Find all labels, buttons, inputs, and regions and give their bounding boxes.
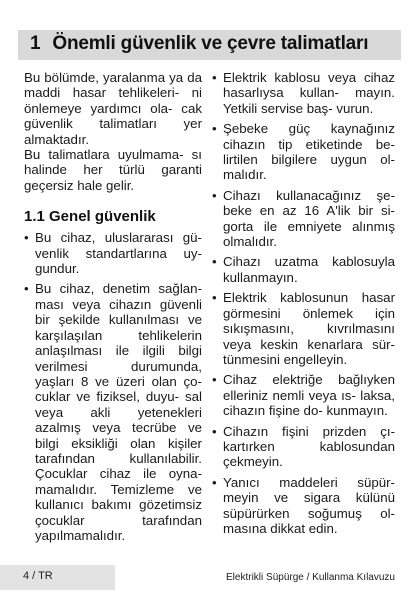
- page-number: 4 / TR: [23, 570, 53, 582]
- list-item-text: Bu cihaz, uluslararası gü- venlik standartlarına uy- gundur.: [35, 230, 202, 277]
- bullet-icon: •: [212, 187, 217, 203]
- list-item: [212, 424, 395, 470]
- section-title: 1.1 Genel güvenlik: [24, 208, 156, 226]
- list-item-text: Bu cihaz, denetim sağlan- ması veya cihazın güvenli bir şekilde kullanılması ve karşılaşılan tehlikelerin anlaşılması ile ilgili bilgi verilmesi durumunda, yaşları 8 ve üzeri olan ço- cuklar ve fiziksel, duyu- sal veya akli yetenekleri azalmış veya tecrübe ve bilgi eksikliği olan kişiler tarafından kullanılabilir. Çocuklar cihaz ile oyna- mamalıdır. Temizleme ve kullanıcı bakımı gözetimsiz çocuklar tarafından yapılmamalıdır.: [35, 281, 202, 543]
- list-item-text: Cihazın fişini prizden çı- kartırken kablosundan çekmeyin.: [223, 423, 395, 470]
- list-item-text: Şebeke güç kaynağınız cihazın tip etiketinde be- lirtilen bilgilere uygun ol- malıdır.: [223, 121, 395, 183]
- list-item-text: Cihazı uzatma kablosuyla kullanmayın.: [223, 254, 395, 285]
- list-item: [212, 188, 395, 250]
- list-item-text: Cihazı kullanacağınız şe- beke en az 16 A'lik bir si- gorta ile emniyete alınmış olmalıdır.: [223, 187, 395, 250]
- list-item: [212, 70, 395, 116]
- list-item-text: Elektrik kablosu veya cihaz hasarlıysa kullan- mayın. Yetkili servise baş- vurun.: [223, 70, 395, 116]
- bullet-icon: •: [212, 423, 217, 439]
- bullet-icon: •: [212, 70, 217, 85]
- right-bullet-list: [212, 70, 395, 536]
- chapter-title: Önemli güvenlik ve çevre talimatları: [52, 33, 369, 54]
- left-column: [24, 70, 202, 548]
- chapter-number: 1: [30, 33, 41, 54]
- left-bullet-list: [24, 230, 202, 543]
- list-item-text: Cihaz elektriğe bağlıyken elleriniz nemli veya ıs- laksa, cihazın fişine do- kunmayın.: [223, 372, 395, 419]
- intro-paragraph: Bu talimatlara uyulmama- sı halinde her türlü garanti geçersiz hale gelir.: [24, 147, 202, 193]
- list-item-text: Elektrik kablosunun hasar görmesini önlemek için sıkışmasını, kıvrılmasını veya keskin kenarlara sür- tünmesini engelleyin.: [223, 290, 395, 367]
- footer-document-title: Elektrikli Süpürge / Kullanma Kılavuzu: [226, 572, 395, 583]
- intro-paragraph: Bu bölümde, yaralanma ya da maddi hasar tehlikeleri- ni önlemeye yardımcı ola- cak güvenlik talimatları yer almaktadır.: [24, 70, 202, 147]
- bullet-icon: •: [212, 474, 217, 490]
- bullet-icon: •: [24, 230, 29, 246]
- list-item: [24, 230, 202, 276]
- list-item: [212, 121, 395, 183]
- bullet-icon: •: [212, 290, 217, 306]
- list-item: [212, 372, 395, 418]
- list-item: [212, 475, 395, 537]
- bullet-icon: •: [212, 254, 217, 270]
- list-item-text: Yanıcı maddeleri süpür- meyin ve sigara külünü süpürürken soğumuş ol- masına dikkat edin.: [223, 474, 395, 536]
- list-item: [212, 254, 395, 285]
- bullet-icon: •: [24, 281, 29, 297]
- right-column: [212, 70, 395, 541]
- footer-page-box: [0, 565, 115, 590]
- bullet-icon: •: [212, 121, 217, 137]
- bullet-icon: •: [212, 372, 217, 388]
- page-title: [30, 33, 368, 55]
- list-item: [24, 281, 202, 543]
- list-item: [212, 290, 395, 367]
